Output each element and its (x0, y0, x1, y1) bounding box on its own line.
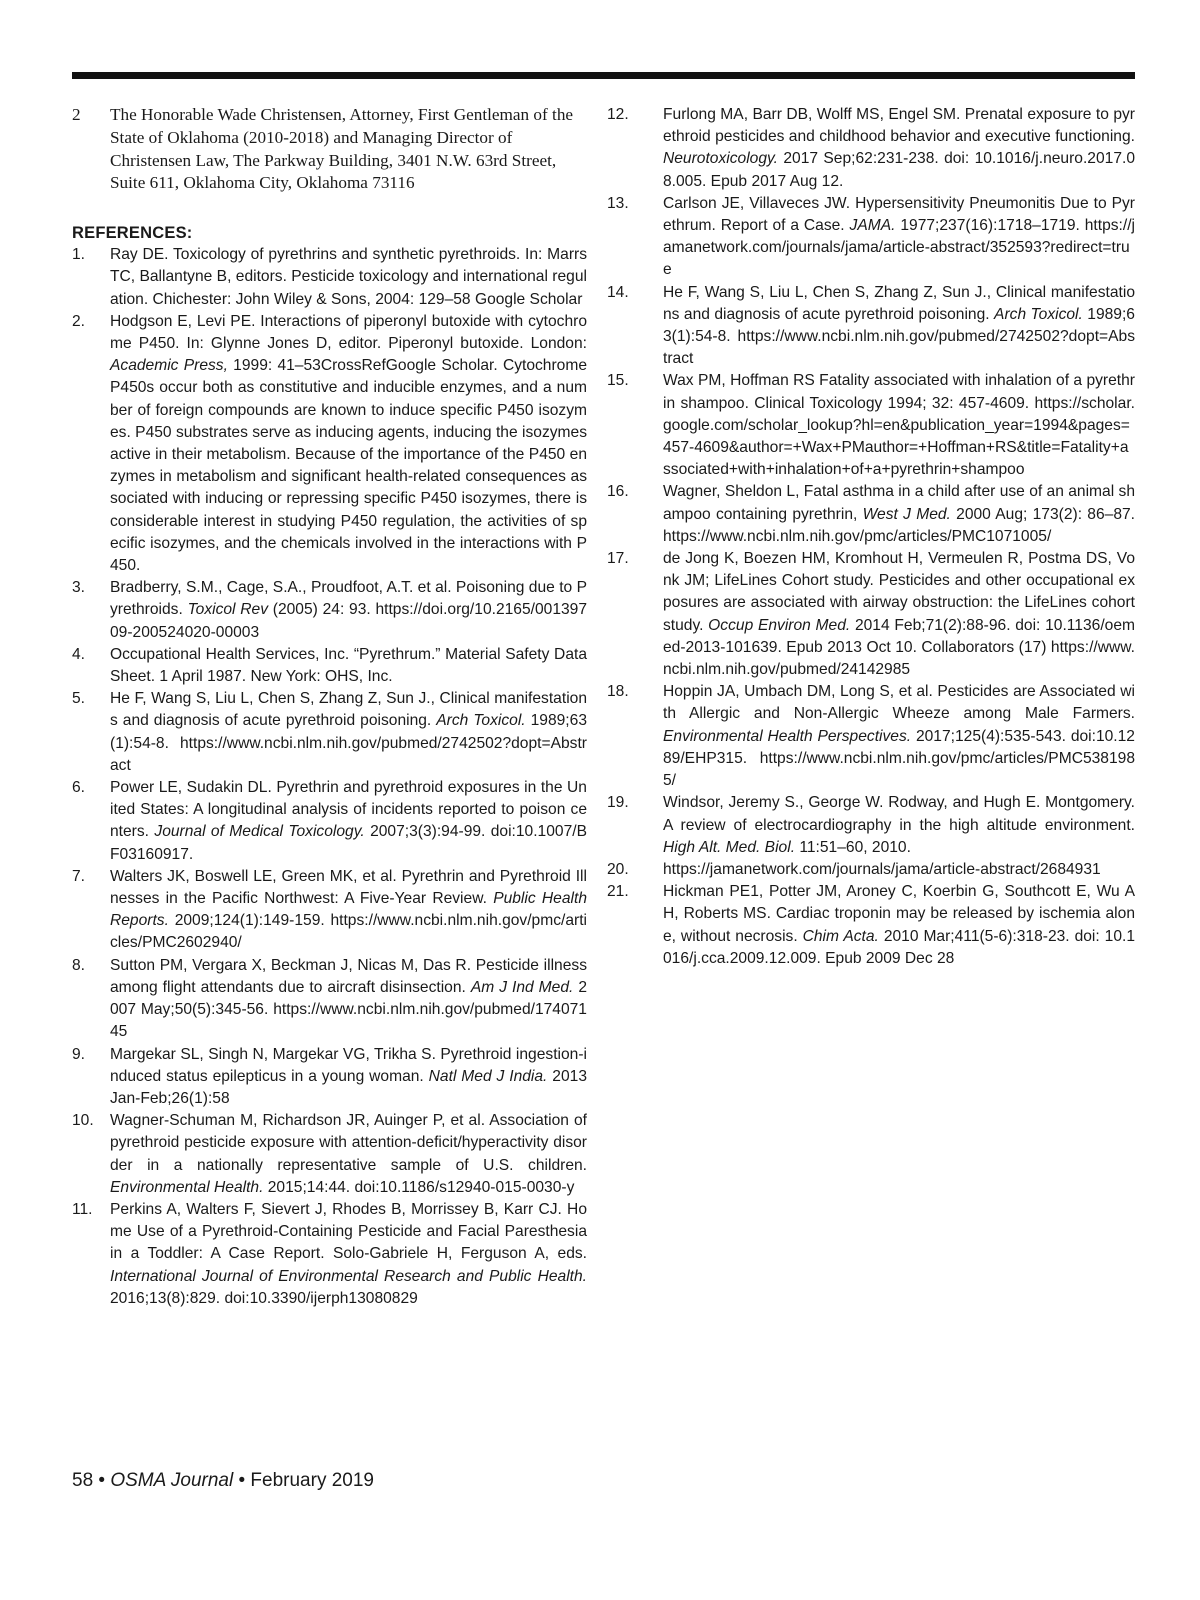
reference-item (607, 681, 1135, 792)
reference-number: 4. (72, 645, 86, 663)
reference-journal: Am J Ind Med. (470, 978, 574, 996)
reference-item (607, 481, 1135, 548)
reference-details: 1999: 41–53CrossRefGoogle Scholar. Cytochrome P450s occur both as constitutive and inducible enzymes, and a number of foreign compounds are known to induce specific P450 isozymes. P450 substrates serve as inducing agents, inducing the isozymes active in their metabolism. Because of the importance of the P450 enzymes in metabolism and significant health-related consequences associated with inducing or repressing specific P450 isozymes, there is considerable interest in studying P450 regulation, the activities of specific isozymes, and the chemicals involved in the interactions with P450. (110, 357, 587, 575)
reference-text: He F, Wang S, Liu L, Chen S, Zhang Z, Sun J., Clinical manifestations and diagnosis of acute pyrethroid poisoning. (110, 690, 587, 730)
reference-item (607, 881, 1135, 970)
reference-number: 2. (72, 312, 86, 330)
reference-item (607, 859, 1135, 881)
reference-text: de Jong K, Boezen HM, Kromhout H, Vermeulen R, Postma DS, Vonk JM; LifeLines Cohort study. Pesticides and other occupational exposures are associated with airway obstruction: the LifeLines cohort study. (663, 550, 1135, 634)
reference-item (607, 370, 1135, 481)
reference-number: 3. (72, 579, 86, 597)
reference-journal: Arch Toxicol. (436, 712, 526, 730)
reference-details: (2005) 24: 93. https://doi.org/10.2165/00139709-200524020-00003 (110, 601, 588, 641)
reference-details: 2009;124(1):149-159. https://www.ncbi.nlm.nih.gov/pmc/articles/PMC2602940/ (110, 912, 587, 952)
reference-text: Hickman PE1, Potter JM, Aroney C, Koerbin G, Southcott E, Wu AH, Roberts MS. Cardiac troponin may be released by ischemia alone, without necrosis. (663, 883, 1135, 945)
reference-details: 2016;13(8):829. doi:10.3390/ijerph13080829 (110, 1289, 418, 1307)
footnote-text: The Honorable Wade Christensen, Attorney, First Gentleman of the State of Oklahoma (2010-2018) and Managing Director of Christensen Law, The Parkway Building, 3401 N.W. 63rd Street, Suite 611, Oklahoma City, Oklahoma 73116 (110, 105, 574, 193)
reference-text: Bradberry, S.M., Cage, S.A., Proudfoot, A.T. et al. Poisoning due to Pyrethroids. (110, 579, 587, 619)
reference-details: 2014 Feb;71(2):88-96. doi: 10.1136/oemed-2013-101639. Epub 2013 Oct 10. Collaborators (17) https://www.ncbi.nlm.nih.gov/pubmed/24142985 (663, 616, 1135, 679)
reference-journal: JAMA. (849, 217, 896, 235)
reference-number: 18. (607, 683, 629, 701)
reference-item (72, 688, 587, 777)
reference-item (72, 955, 587, 1044)
reference-details: 2013 Jan-Feb;26(1):58 (110, 1067, 587, 1107)
reference-text: Windsor, Jeremy S., George W. Rodway, and Hugh E. Montgomery. A review of electrocardiography in the high altitude environment. (663, 794, 1135, 834)
reference-number: 21. (607, 883, 629, 901)
reference-text: Furlong MA, Barr DB, Wolff MS, Engel SM. Prenatal exposure to pyrethroid pesticides and childhood behavior and executive functioning. (663, 106, 1135, 146)
reference-item (72, 311, 587, 577)
reference-number: 11. (72, 1200, 93, 1218)
reference-details: 2007 May;50(5):345-56. https://www.ncbi.nlm.nih.gov/pubmed/17407145 (110, 978, 588, 1041)
reference-journal: High Alt. Med. Biol. (663, 838, 796, 856)
reference-details: 2017;125(4):535-543. doi:10.1289/EHP315. https://www.ncbi.nlm.nih.gov/pmc/articles/PMC5381985/ (663, 727, 1135, 790)
reference-number: 13. (607, 194, 629, 212)
footer-separator: • (93, 1470, 111, 1491)
reference-number: 17. (607, 550, 629, 568)
reference-text: Wagner-Schuman M, Richardson JR, Auinger P, et al. Association of pyrethroid pesticide exposure with attention-deficit/hyperactivity disorder in a nationally representative sample of U.S. children. (110, 1112, 587, 1174)
reference-item (607, 792, 1135, 859)
reference-item (607, 548, 1135, 681)
reference-details: 1989;63(1):54-8. https://www.ncbi.nlm.nih.gov/pubmed/2742502?dopt=Abstract (663, 305, 1135, 368)
reference-number: 7. (72, 867, 86, 885)
reference-journal: Environmental Health Perspectives. (663, 727, 912, 745)
reference-journal: Occup Environ Med. (708, 616, 851, 634)
reference-journal: Environmental Health. (110, 1178, 264, 1196)
reference-details: 1977;237(16):1718–1719. https://jamanetwork.com/journals/jama/article-abstract/352593?redirect=true (663, 217, 1136, 279)
reference-text: Hodgson E, Levi PE. Interactions of piperonyl butoxide with cytochrome P450. In: Glynne Jones D, editor. Piperonyl butoxide. London: (110, 312, 587, 352)
reference-text: Power LE, Sudakin DL. Pyrethrin and pyrethroid exposures in the United States: A longitudinal analysis of incidents reported to poison centers. (110, 779, 587, 841)
reference-number: 5. (72, 690, 86, 708)
reference-text: He F, Wang S, Liu L, Chen S, Zhang Z, Sun J., Clinical manifestations and diagnosis of acute pyrethroid poisoning. (663, 283, 1135, 323)
reference-text: Margekar SL, Singh N, Margekar VG, Trikha S. Pyrethroid ingestion-induced status epilepticus in a young woman. (110, 1045, 587, 1085)
reference-journal: Journal of Medical Toxicology. (154, 823, 365, 841)
reference-journal: Chim Acta. (802, 927, 879, 945)
reference-number: 19. (607, 794, 629, 812)
reference-journal: Neurotoxicology. (663, 150, 778, 168)
reference-item (72, 244, 587, 311)
reference-item (72, 777, 587, 866)
journal-name: OSMA Journal (110, 1470, 234, 1491)
page-number: 58 (72, 1470, 94, 1491)
issue-date: February 2019 (250, 1470, 374, 1491)
reference-item (72, 1044, 587, 1111)
reference-number: 12. (607, 106, 629, 123)
reference-number: 8. (72, 956, 86, 974)
reference-details: 2017 Sep;62:231-238. doi: 10.1016/j.neuro.2017.08.005. Epub 2017 Aug 12. (663, 150, 1135, 190)
footer-separator: • (233, 1470, 251, 1491)
reference-number: 1. (72, 246, 86, 264)
reference-item (72, 644, 587, 688)
reference-details: 2010 Mar;411(5-6):318-23. doi: 10.1016/j.cca.2009.12.009. Epub 2009 Dec 28 (663, 927, 1135, 967)
reference-number: 20. (607, 860, 629, 878)
reference-number: 9. (72, 1045, 86, 1063)
page-footer (72, 1468, 374, 1494)
reference-details: 2000 Aug; 173(2): 86–87. https://www.ncbi.nlm.nih.gov/pmc/articles/PMC1071005/ (663, 505, 1135, 545)
reference-item (72, 1110, 587, 1199)
reference-journal: Natl Med J India. (428, 1067, 548, 1085)
reference-journal: Toxicol Rev (187, 601, 269, 619)
reference-item (72, 1199, 587, 1310)
left-column (72, 104, 587, 1310)
reference-text: https://jamanetwork.com/journals/jama/article-abstract/2684931 (663, 860, 1101, 878)
reference-journal: Academic Press, (110, 357, 228, 375)
right-column (607, 104, 1136, 970)
reference-journal: Public Health Reports. (110, 890, 587, 930)
reference-text: Perkins A, Walters F, Sievert J, Rhodes B, Morrissey B, Karr CJ. Home Use of a Pyrethroid-Containing Pesticide and Facial Paresthesia in a Toddler: A Case Report. Solo-Gabriele H, Ferguson A, eds. (110, 1200, 587, 1263)
references-list-left (72, 244, 587, 1310)
reference-details: 11:51–60, 2010. (795, 838, 911, 856)
reference-item (607, 282, 1135, 371)
reference-text: Ray DE. Toxicology of pyrethrins and synthetic pyrethroids. In: Marrs TC, Ballantyne B, editors. Pesticide toxicology and international regulation. Chichester: John Wiley & Sons, 2004: 129–58 Google Scholar (110, 246, 587, 308)
reference-text: Occupational Health Services, Inc. “Pyrethrum.” Material Safety Data Sheet. 1 April 1987. New York: OHS, Inc. (110, 645, 587, 686)
reference-number: 14. (607, 283, 629, 301)
reference-number: 6. (72, 779, 86, 797)
reference-details: 2007;3(3):94-99. doi:10.1007/BF03160917. (110, 823, 587, 863)
reference-text: Wagner, Sheldon L, Fatal asthma in a child after use of an animal shampoo containing pyrethrin, (663, 483, 1135, 523)
reference-details: 1989;63(1):54-8. https://www.ncbi.nlm.nih.gov/pubmed/2742502?dopt=Abstract (110, 712, 587, 774)
reference-journal: West J Med. (862, 505, 951, 523)
reference-number: 15. (607, 372, 629, 390)
reference-journal: Arch Toxicol. (994, 305, 1083, 323)
reference-item (607, 104, 1135, 193)
references-heading: REFERENCES: (72, 224, 193, 243)
references-list-right (607, 104, 1136, 970)
footnote-number: 2 (72, 105, 81, 124)
reference-item (607, 193, 1136, 282)
author-footnote (72, 104, 587, 195)
reference-number: 16. (607, 483, 629, 501)
reference-item (72, 866, 587, 955)
reference-details: 2015;14:44. doi:10.1186/s12940-015-0030-y (263, 1178, 575, 1196)
reference-number: 10. (72, 1112, 94, 1130)
reference-text: Walters JK, Boswell LE, Green MK, et al. Pyrethrin and Pyrethroid Illnesses in the Pacific Northwest: A Five-Year Review. (110, 867, 587, 908)
reference-text: Carlson JE, Villaveces JW. Hypersensitivity Pneumonitis Due to Pyrethrum. Report of a Case. (663, 194, 1135, 235)
reference-text: Wax PM, Hoffman RS Fatality associated with inhalation of a pyrethrin shampoo. Clinical Toxicology 1994; 32: 457-4609. https://scholar.google.com/scholar_lookup?hl=en&publication_year=1994&pages=457-4609&author=+Wax+PMauthor=+Hoffman+RS&title=Fatality+associated+with+inhalation+of+a+pyrethrin+shampoo (663, 372, 1135, 479)
top-rule (72, 72, 1135, 79)
reference-text: Hoppin JA, Umbach DM, Long S, et al. Pesticides are Associated with Allergic and Non-Allergic Wheeze among Male Farmers. (663, 683, 1135, 723)
reference-item (72, 577, 587, 644)
reference-text: Sutton PM, Vergara X, Beckman J, Nicas M, Das R. Pesticide illness among flight attendants due to aircraft disinsection. (110, 956, 587, 996)
reference-journal: International Journal of Environmental Research and Public Health. (110, 1267, 587, 1285)
